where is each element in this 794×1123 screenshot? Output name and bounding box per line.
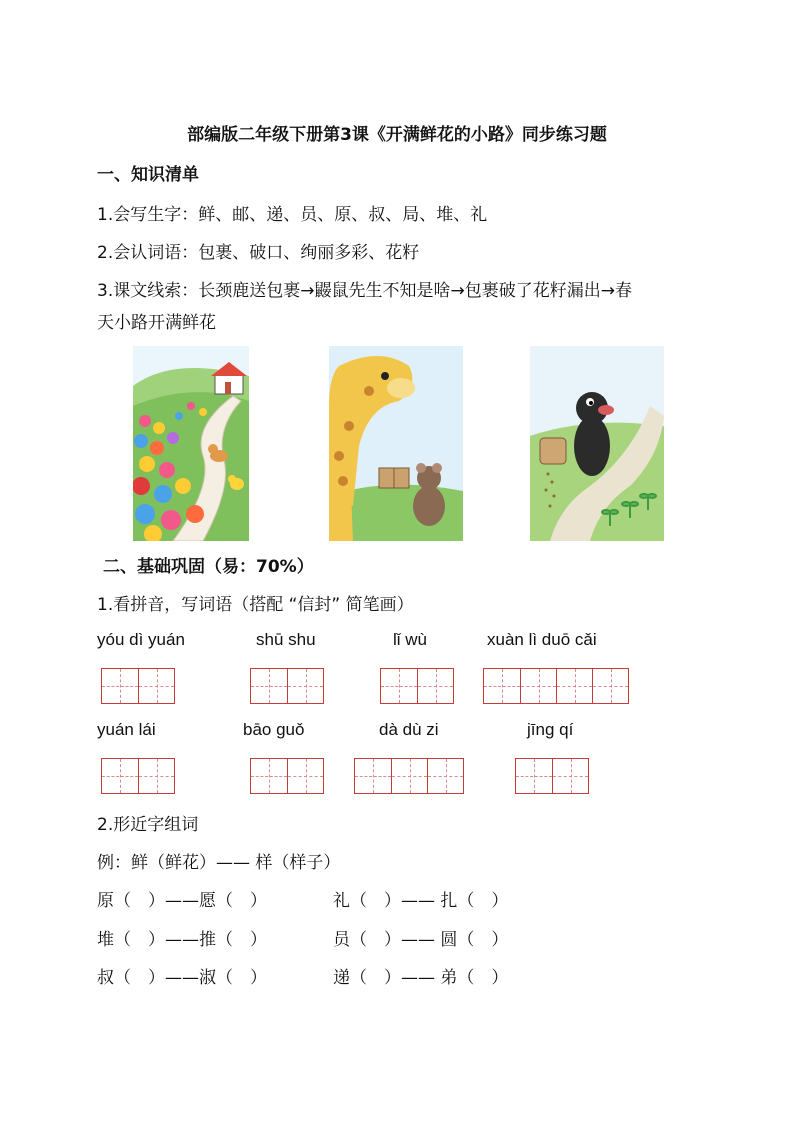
char-pair-right[interactable]: 递（ ）—— 弟（ ） [333, 968, 509, 988]
question-2-prompt: 2.形近字组词 [97, 815, 199, 835]
flower-path-illustration [133, 346, 249, 541]
knowledge-item-1: 1.会写生字：鲜、邮、递、员、原、叔、局、堆、礼 [97, 205, 488, 225]
writing-grid[interactable] [101, 668, 175, 704]
writing-grid[interactable] [354, 758, 464, 794]
writing-grid[interactable] [483, 668, 629, 704]
pinyin-label: dà dù zi [379, 720, 439, 739]
pinyin-label: shū shu [256, 630, 316, 649]
mole-seeds-illustration [530, 346, 664, 541]
pinyin-label: yóu dì yuán [97, 630, 185, 649]
writing-grid[interactable] [515, 758, 589, 794]
pinyin-label: xuàn lì duō cǎi [487, 630, 597, 649]
knowledge-item-3-line-1: 3.课文线索：长颈鹿送包裹→鼹鼠先生不知是啥→包裹破了花籽漏出→春 [97, 281, 632, 301]
char-pair-left[interactable]: 叔（ ）——淑（ ） [97, 968, 267, 988]
pinyin-label: lǐ wù [393, 630, 428, 649]
example-line: 例：鲜（鲜花）—— 样（样子） [97, 853, 341, 873]
knowledge-item-2: 2.会认词语：包裹、破口、绚丽多彩、花籽 [97, 243, 420, 263]
writing-grid[interactable] [250, 668, 324, 704]
pinyin-label: yuán lái [97, 720, 156, 739]
question-1-prompt: 1.看拼音，写词语（搭配 “信封” 简笔画） [97, 595, 414, 615]
char-pair-right[interactable]: 员（ ）—— 圆（ ） [333, 930, 509, 950]
char-pair-right[interactable]: 礼（ ）—— 扎（ ） [333, 891, 509, 911]
writing-grid[interactable] [380, 668, 454, 704]
pinyin-label: jīng qí [527, 720, 574, 739]
section-2-heading: 二、基础巩固（易：70%） [103, 557, 314, 577]
page-title: 部编版二年级下册第3课《开满鲜花的小路》同步练习题 [187, 125, 607, 145]
writing-grid[interactable] [101, 758, 175, 794]
writing-grid[interactable] [250, 758, 324, 794]
char-pair-left[interactable]: 原（ ）——愿（ ） [97, 891, 267, 911]
char-pair-left[interactable]: 堆（ ）——推（ ） [97, 930, 267, 950]
section-1-heading: 一、知识清单 [97, 165, 199, 185]
giraffe-package-illustration [329, 346, 463, 541]
knowledge-item-3-line-2: 天小路开满鲜花 [97, 313, 216, 333]
pinyin-label: bāo guǒ [243, 720, 305, 739]
